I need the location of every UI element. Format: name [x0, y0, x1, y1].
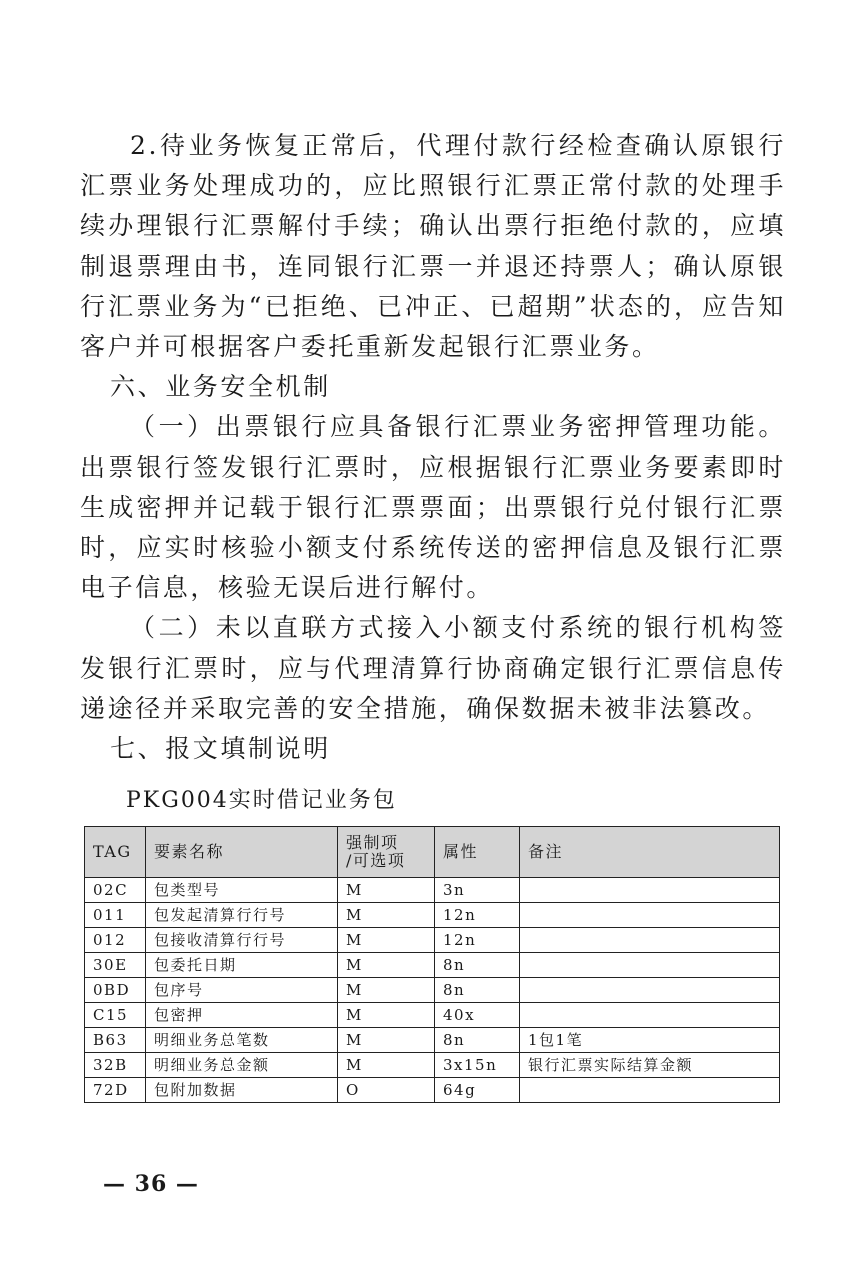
cell-note: [520, 928, 780, 953]
cell-name: 明细业务总笔数: [146, 1028, 338, 1053]
pkg004-table: [84, 826, 780, 1103]
cell-flag: M: [338, 1003, 435, 1028]
cell-tag: 011: [85, 903, 146, 928]
table-row: [85, 878, 780, 903]
header-flag-line1: 强制项: [346, 833, 399, 852]
cell-attr: 64g: [435, 1078, 520, 1103]
heading-security-mechanism: 六、业务安全机制: [110, 372, 331, 402]
header-name: 要素名称: [146, 827, 338, 878]
header-attr: 属性: [435, 827, 520, 878]
heading-message-instructions: 七、报文填制说明: [110, 734, 331, 764]
cell-attr: 3n: [435, 878, 520, 903]
cell-name: 包类型号: [146, 878, 338, 903]
page-number: — 36 —: [103, 1171, 199, 1197]
cell-name: 包密押: [146, 1003, 338, 1028]
cell-tag: 0BD: [85, 978, 146, 1003]
table-row: [85, 978, 780, 1003]
cell-note: [520, 1003, 780, 1028]
cell-tag: 30E: [85, 953, 146, 978]
cell-flag: M: [338, 878, 435, 903]
cell-tag: 72D: [85, 1078, 146, 1103]
table-caption: PKG004实时借记业务包: [126, 788, 397, 813]
table-row: [85, 1028, 780, 1053]
cell-name: 包序号: [146, 978, 338, 1003]
cell-attr: 3x15n: [435, 1053, 520, 1078]
cell-name: 包接收清算行行号: [146, 928, 338, 953]
cell-note: [520, 953, 780, 978]
cell-flag: O: [338, 1078, 435, 1103]
cell-note: [520, 878, 780, 903]
header-flag-line2: /可选项: [346, 851, 406, 870]
cell-flag: M: [338, 928, 435, 953]
header-flag: [338, 827, 435, 878]
table-row: [85, 1003, 780, 1028]
paragraph-security-item-1: （一）出票银行应具备银行汇票业务密押管理功能。出票银行签发银行汇票时，应根据银行汇票业务要素即时生成密押并记载于银行汇票票面；出票银行兑付银行汇票时，应实时核验小额支付系统传送的密押信息及银行汇票电子信息，核验无误后进行解付。: [80, 412, 786, 603]
table-header-row: [85, 827, 780, 878]
cell-flag: M: [338, 1028, 435, 1053]
cell-tag: C15: [85, 1003, 146, 1028]
body-text: [80, 126, 786, 769]
cell-attr: 8n: [435, 1028, 520, 1053]
cell-attr: 12n: [435, 903, 520, 928]
cell-note: [520, 903, 780, 928]
cell-name: 包委托日期: [146, 953, 338, 978]
cell-name: 明细业务总金额: [146, 1053, 338, 1078]
cell-name: 包附加数据: [146, 1078, 338, 1103]
table-row: [85, 1078, 780, 1103]
table-row: [85, 928, 780, 953]
cell-attr: 8n: [435, 978, 520, 1003]
table-row: [85, 1053, 780, 1078]
cell-flag: M: [338, 903, 435, 928]
table-row: [85, 953, 780, 978]
cell-flag: M: [338, 953, 435, 978]
cell-tag: 32B: [85, 1053, 146, 1078]
cell-note: 银行汇票实际结算金额: [520, 1053, 780, 1078]
cell-name: 包发起清算行行号: [146, 903, 338, 928]
cell-flag: M: [338, 978, 435, 1003]
paragraph-security-item-2: （二）未以直联方式接入小额支付系统的银行机构签发银行汇票时，应与代理清算行协商确定银行汇票信息传递途径并采取完善的安全措施，确保数据未被非法篡改。: [80, 613, 786, 723]
table-row: [85, 903, 780, 928]
cell-tag: 02C: [85, 878, 146, 903]
cell-attr: 8n: [435, 953, 520, 978]
cell-attr: 40x: [435, 1003, 520, 1028]
cell-note: 1包1笔: [520, 1028, 780, 1053]
paragraph-recovery-procedure: 2.待业务恢复正常后，代理付款行经检查确认原银行汇票业务处理成功的，应比照银行汇票正常付款的处理手续办理银行汇票解付手续；确认出票行拒绝付款的，应填制退票理由书，连同银行汇票一并退还持票人；确认原银行汇票业务为“已拒绝、已冲正、已超期”状态的，应告知客户并可根据客户委托重新发起银行汇票业务。: [80, 131, 786, 362]
cell-tag: 012: [85, 928, 146, 953]
header-tag: TAG: [85, 827, 146, 878]
cell-attr: 12n: [435, 928, 520, 953]
cell-flag: M: [338, 1053, 435, 1078]
cell-tag: B63: [85, 1028, 146, 1053]
cell-note: [520, 978, 780, 1003]
header-note: 备注: [520, 827, 780, 878]
cell-note: [520, 1078, 780, 1103]
